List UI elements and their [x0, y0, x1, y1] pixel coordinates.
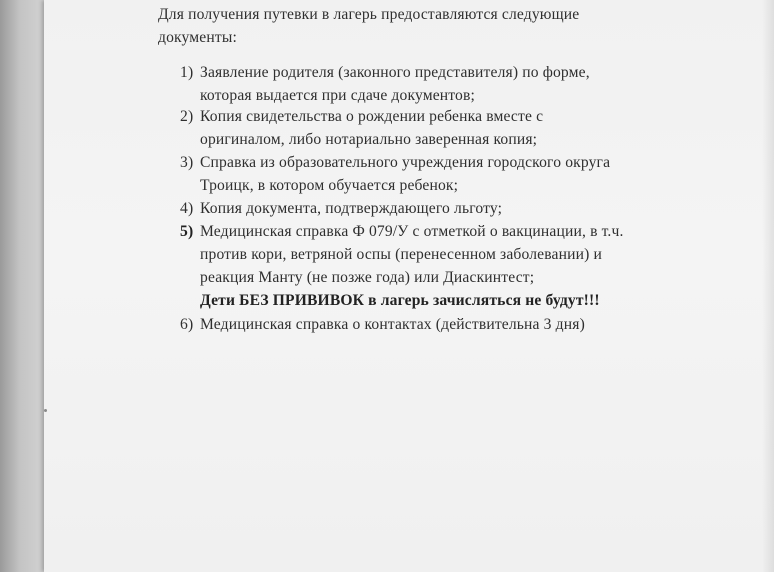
item-line: против кори, ветряной оспы (перенесенном заболевании) и: [200, 246, 602, 263]
item-line: Медицинская справка Ф 079/У с отметкой о вакцинации, в т.ч.: [200, 223, 624, 240]
item-line: оригиналом, либо нотариально заверенная копия;: [200, 131, 538, 148]
paper-edge-shadow: [762, 0, 774, 572]
intro-line-2: документы:: [158, 29, 237, 46]
item-number: 5): [180, 223, 194, 240]
item-number: 1): [180, 64, 194, 81]
item-line: Троицк, в котором обучается ребенок;: [200, 177, 459, 194]
item-line: Заявление родителя (законного представителя) по форме,: [200, 64, 590, 81]
item-line: реакция Манту (не позже года) или Диаскинтест;: [200, 269, 535, 286]
item-number: 4): [180, 200, 194, 217]
item-number: 2): [180, 108, 194, 125]
item-line: Медицинская справка о контактах (действительна 3 дня): [200, 316, 585, 333]
intro-line-1: Для получения путевки в лагерь предоставляются следующие: [158, 6, 580, 23]
item-line: Копия свидетельства о рождении ребенка вместе с: [200, 108, 544, 125]
item-line: которая выдается при сдаче документов;: [200, 87, 475, 104]
paper-speck: [44, 409, 47, 412]
item-line: Копия документа, подтверждающего льготу;: [200, 200, 503, 217]
warning-text: Дети БЕЗ ПРИВИВОК в лагерь зачисляться не будут!!!: [200, 292, 600, 309]
item-line: Справка из образовательного учреждения городского округа: [200, 154, 611, 171]
item-number: 6): [180, 316, 194, 333]
item-number: 3): [180, 154, 194, 171]
